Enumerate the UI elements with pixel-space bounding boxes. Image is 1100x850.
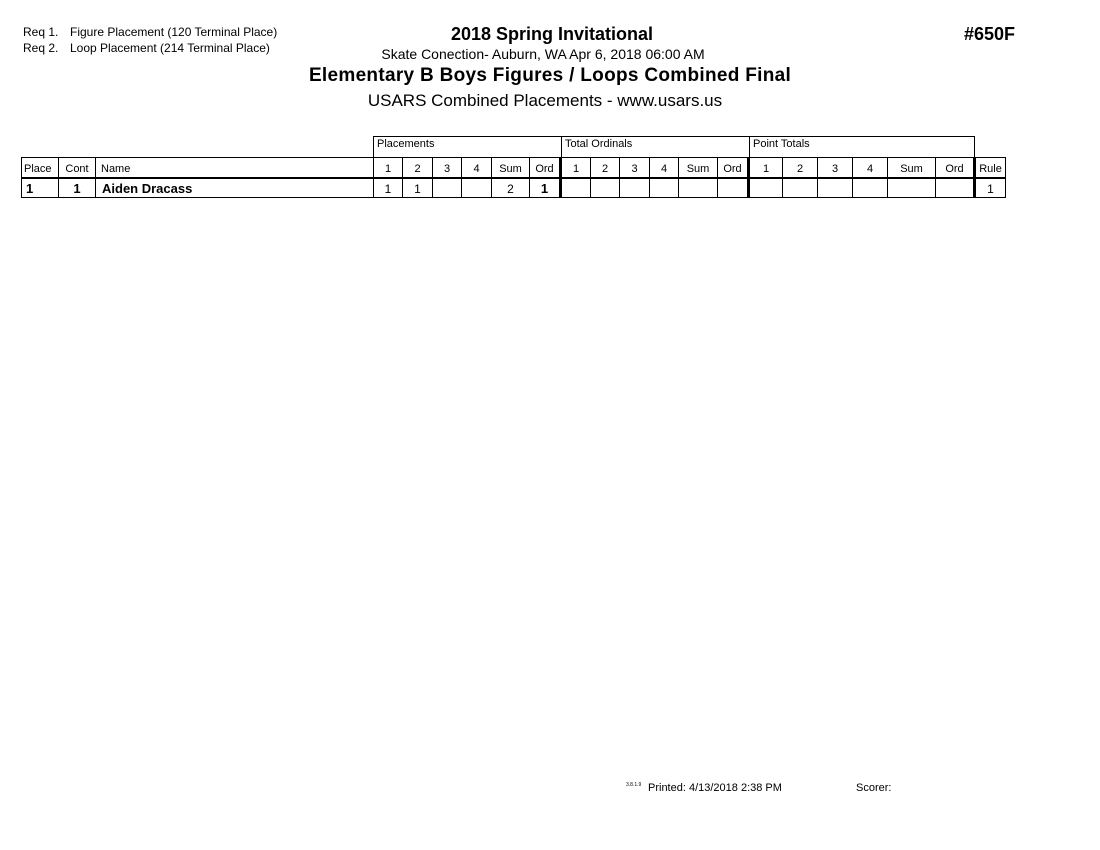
cell-points-2 <box>782 178 818 198</box>
column-header-placement-3: 3 <box>432 157 462 178</box>
cell-placement-1: 1 <box>373 178 403 198</box>
column-header-points-sum: Sum <box>887 157 936 178</box>
cell-points-sum <box>887 178 936 198</box>
group-header-total-ordinals: Total Ordinals <box>561 136 750 157</box>
column-header-placement-sum: Sum <box>491 157 530 178</box>
column-header-placement-ord: Ord <box>529 157 560 178</box>
column-header-ordinal-ord: Ord <box>717 157 748 178</box>
sanction-text: USARS Combined Placements - www.usars.us <box>367 91 723 110</box>
column-header-placement-4: 4 <box>461 157 492 178</box>
cell-ordinal-3 <box>619 178 650 198</box>
column-header-ordinal-sum: Sum <box>678 157 718 178</box>
cell-ordinal-4 <box>649 178 679 198</box>
competition-subtitle <box>0 46 1100 62</box>
cell-placement-sum: 2 <box>491 178 530 198</box>
group-header-placements: Placements <box>373 136 562 157</box>
cell-ordinal-ord <box>717 178 748 198</box>
column-header-ordinal-4: 4 <box>649 157 679 178</box>
software-version: 3.8.1.9 <box>626 782 642 788</box>
cell-rule: 1 <box>973 178 1006 198</box>
group-header-point-totals: Point Totals <box>749 136 975 157</box>
column-header-place: Place <box>21 157 59 178</box>
cell-points-3 <box>817 178 853 198</box>
column-header-placement-2: 2 <box>402 157 433 178</box>
event-name: Elementary B Boys Figures / Loops Combined Final <box>308 65 792 86</box>
column-header-rule: Rule <box>973 157 1006 178</box>
column-header-points-4: 4 <box>852 157 888 178</box>
cell-ordinal-sum <box>678 178 718 198</box>
cell-placement-3 <box>432 178 462 198</box>
cell-place: 1 <box>21 178 59 198</box>
printed-timestamp: Printed: 4/13/2018 2:38 PM <box>648 782 782 794</box>
event-number: #650F <box>964 24 1016 44</box>
column-header-points-ord: Ord <box>935 157 974 178</box>
column-header-cont: Cont <box>58 157 96 178</box>
column-header-ordinal-3: 3 <box>619 157 650 178</box>
requirement-text: Loop Placement (214 Terminal Place) <box>70 41 270 55</box>
competition-title <box>0 24 1100 45</box>
cell-points-4 <box>852 178 888 198</box>
column-header-ordinal-1: 1 <box>559 157 591 178</box>
cell-placement-2: 1 <box>402 178 433 198</box>
requirement-number: Req 2. <box>23 41 59 55</box>
requirement-text: Figure Placement (120 Terminal Place) <box>70 25 278 39</box>
column-header-name: Name <box>95 157 374 178</box>
scorer-label: Scorer: <box>856 782 892 794</box>
cell-points-ord <box>935 178 974 198</box>
column-header-placement-1: 1 <box>373 157 403 178</box>
column-header-points-2: 2 <box>782 157 818 178</box>
column-header-ordinal-2: 2 <box>590 157 620 178</box>
cell-placement-ord: 1 <box>529 178 560 198</box>
cell-ordinal-2 <box>590 178 620 198</box>
requirement-number: Req 1. <box>23 25 59 39</box>
cell-ordinal-1 <box>559 178 591 198</box>
cell-points-1 <box>747 178 783 198</box>
cell-skater-name: Aiden Dracass <box>95 178 374 198</box>
competition-subtitle-text: Skate Conection- Auburn, WA Apr 6, 2018 06:00 AM <box>381 46 705 62</box>
competition-title-text: 2018 Spring Invitational <box>450 24 654 44</box>
sanction-line <box>0 91 1100 111</box>
cell-placement-4 <box>461 178 492 198</box>
cell-cont: 1 <box>58 178 96 198</box>
column-header-points-3: 3 <box>817 157 853 178</box>
column-header-points-1: 1 <box>747 157 783 178</box>
